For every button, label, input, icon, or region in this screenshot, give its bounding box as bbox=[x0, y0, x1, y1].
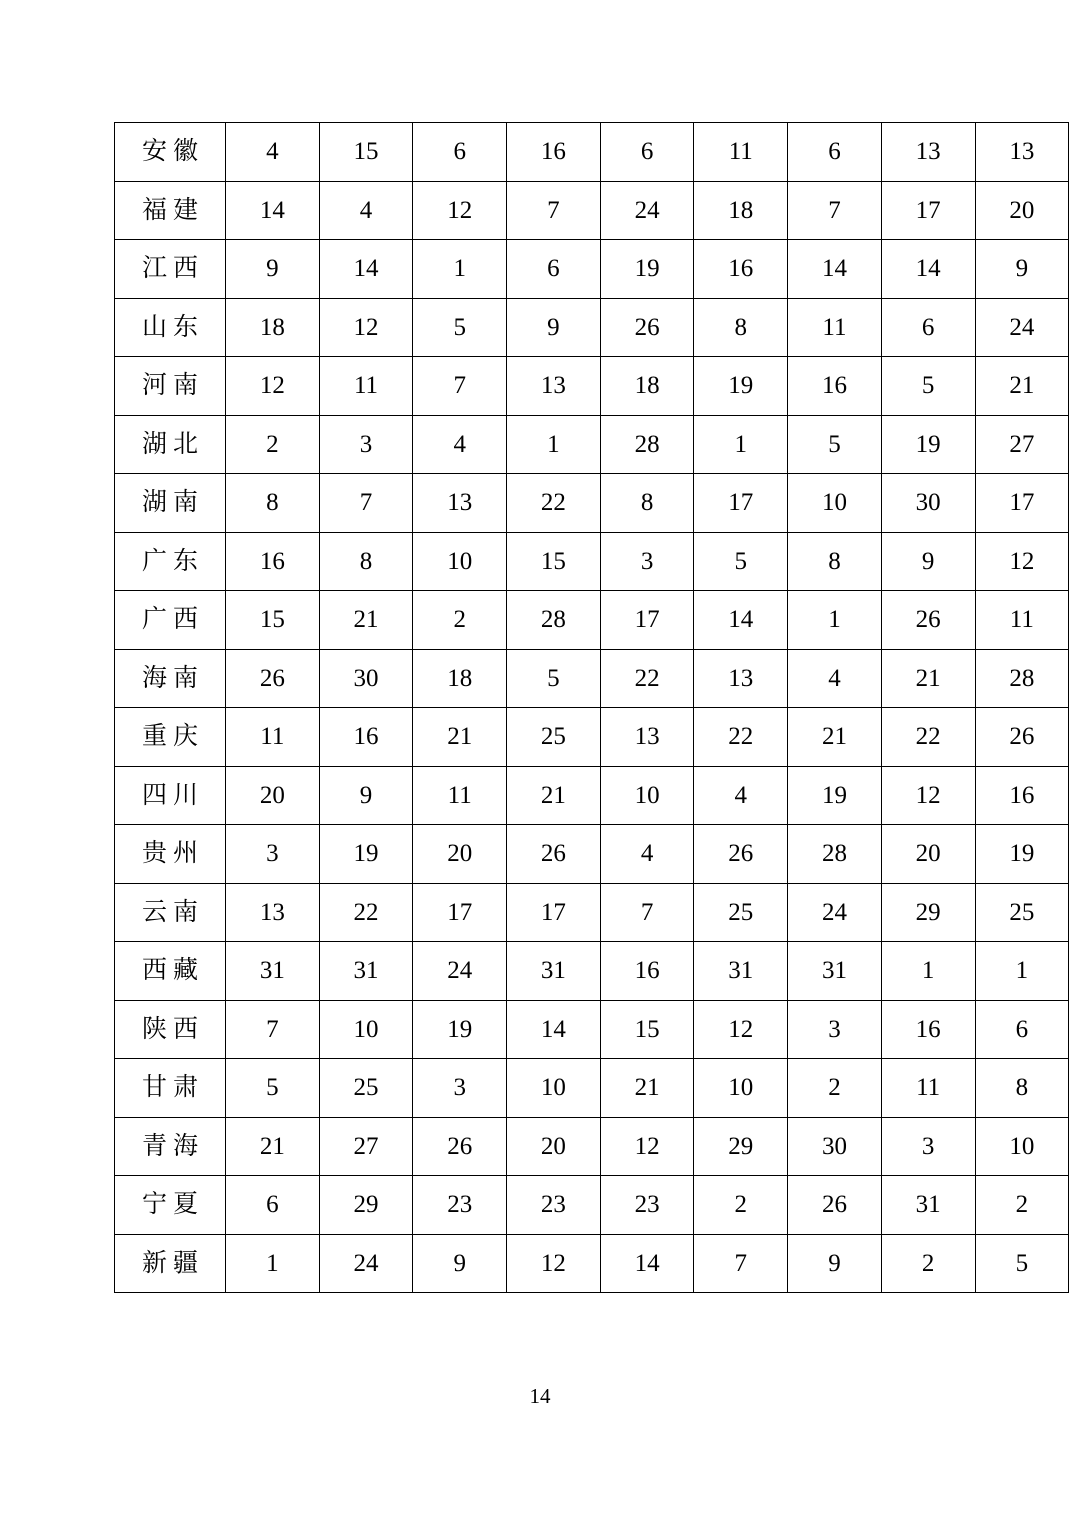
rank-value-cell: 21 bbox=[319, 591, 413, 650]
rank-value-cell: 7 bbox=[694, 1234, 788, 1293]
table-row bbox=[115, 708, 1069, 767]
rank-value-cell: 11 bbox=[881, 1059, 975, 1118]
table-row bbox=[115, 883, 1069, 942]
rank-value-cell: 31 bbox=[226, 942, 320, 1001]
rank-value-cell: 3 bbox=[600, 532, 694, 591]
rank-value-cell: 19 bbox=[600, 240, 694, 299]
rank-value-cell: 20 bbox=[226, 766, 320, 825]
rank-value-cell: 2 bbox=[881, 1234, 975, 1293]
rank-value-cell: 26 bbox=[694, 825, 788, 884]
rank-value-cell: 7 bbox=[507, 181, 601, 240]
rank-value-cell: 14 bbox=[226, 181, 320, 240]
rank-value-cell: 11 bbox=[319, 357, 413, 416]
rank-value-cell: 11 bbox=[226, 708, 320, 767]
page-number: 14 bbox=[529, 1384, 551, 1408]
rank-value-cell: 30 bbox=[788, 1117, 882, 1176]
rank-value-cell: 10 bbox=[413, 532, 507, 591]
rank-value-cell: 31 bbox=[319, 942, 413, 1001]
rank-value-cell: 2 bbox=[975, 1176, 1069, 1235]
region-name-cell: 河南 bbox=[115, 357, 226, 416]
rank-value-cell: 24 bbox=[600, 181, 694, 240]
rank-value-cell: 16 bbox=[975, 766, 1069, 825]
rank-value-cell: 6 bbox=[413, 123, 507, 182]
rank-value-cell: 26 bbox=[788, 1176, 882, 1235]
rank-value-cell: 26 bbox=[507, 825, 601, 884]
rank-value-cell: 23 bbox=[413, 1176, 507, 1235]
rank-value-cell: 1 bbox=[694, 415, 788, 474]
table-row bbox=[115, 649, 1069, 708]
rank-value-cell: 1 bbox=[975, 942, 1069, 1001]
table-row bbox=[115, 1000, 1069, 1059]
rank-value-cell: 20 bbox=[413, 825, 507, 884]
rank-value-cell: 10 bbox=[319, 1000, 413, 1059]
rank-value-cell: 25 bbox=[507, 708, 601, 767]
region-name-cell: 广西 bbox=[115, 591, 226, 650]
table-row bbox=[115, 357, 1069, 416]
rank-value-cell: 2 bbox=[694, 1176, 788, 1235]
table-row bbox=[115, 1059, 1069, 1118]
rank-value-cell: 26 bbox=[881, 591, 975, 650]
rank-value-cell: 6 bbox=[788, 123, 882, 182]
rank-value-cell: 19 bbox=[788, 766, 882, 825]
rank-value-cell: 16 bbox=[694, 240, 788, 299]
rank-value-cell: 4 bbox=[694, 766, 788, 825]
rank-value-cell: 8 bbox=[319, 532, 413, 591]
region-name-cell: 宁夏 bbox=[115, 1176, 226, 1235]
table-row bbox=[115, 532, 1069, 591]
rank-value-cell: 3 bbox=[413, 1059, 507, 1118]
rank-value-cell: 24 bbox=[788, 883, 882, 942]
rank-value-cell: 14 bbox=[788, 240, 882, 299]
rank-value-cell: 3 bbox=[226, 825, 320, 884]
rank-value-cell: 12 bbox=[319, 298, 413, 357]
rank-value-cell: 13 bbox=[881, 123, 975, 182]
region-name-cell: 湖南 bbox=[115, 474, 226, 533]
rank-value-cell: 28 bbox=[600, 415, 694, 474]
rank-value-cell: 14 bbox=[881, 240, 975, 299]
rank-value-cell: 22 bbox=[881, 708, 975, 767]
rank-value-cell: 12 bbox=[413, 181, 507, 240]
region-name-cell: 云南 bbox=[115, 883, 226, 942]
rank-value-cell: 17 bbox=[975, 474, 1069, 533]
rank-value-cell: 19 bbox=[694, 357, 788, 416]
rank-value-cell: 21 bbox=[507, 766, 601, 825]
table-row bbox=[115, 298, 1069, 357]
region-name-cell: 甘肃 bbox=[115, 1059, 226, 1118]
table-row bbox=[115, 240, 1069, 299]
rank-value-cell: 19 bbox=[319, 825, 413, 884]
rank-value-cell: 15 bbox=[507, 532, 601, 591]
region-name-cell: 江西 bbox=[115, 240, 226, 299]
table-row bbox=[115, 1234, 1069, 1293]
region-name-cell: 广东 bbox=[115, 532, 226, 591]
rank-value-cell: 16 bbox=[881, 1000, 975, 1059]
rank-value-cell: 14 bbox=[694, 591, 788, 650]
rank-value-cell: 4 bbox=[319, 181, 413, 240]
rank-value-cell: 20 bbox=[881, 825, 975, 884]
rank-value-cell: 4 bbox=[226, 123, 320, 182]
ranking-table-container bbox=[114, 122, 1035, 1293]
rank-value-cell: 11 bbox=[975, 591, 1069, 650]
table-row bbox=[115, 1117, 1069, 1176]
rank-value-cell: 24 bbox=[413, 942, 507, 1001]
region-name-cell: 安徽 bbox=[115, 123, 226, 182]
rank-value-cell: 5 bbox=[694, 532, 788, 591]
rank-value-cell: 18 bbox=[600, 357, 694, 416]
rank-value-cell: 21 bbox=[226, 1117, 320, 1176]
rank-value-cell: 26 bbox=[600, 298, 694, 357]
rank-value-cell: 16 bbox=[788, 357, 882, 416]
rank-value-cell: 9 bbox=[975, 240, 1069, 299]
rank-value-cell: 22 bbox=[600, 649, 694, 708]
rank-value-cell: 20 bbox=[507, 1117, 601, 1176]
table-body bbox=[115, 123, 1069, 1293]
rank-value-cell: 9 bbox=[413, 1234, 507, 1293]
region-name-cell: 青海 bbox=[115, 1117, 226, 1176]
rank-value-cell: 21 bbox=[413, 708, 507, 767]
rank-value-cell: 11 bbox=[694, 123, 788, 182]
rank-value-cell: 6 bbox=[226, 1176, 320, 1235]
rank-value-cell: 3 bbox=[319, 415, 413, 474]
rank-value-cell: 2 bbox=[413, 591, 507, 650]
rank-value-cell: 3 bbox=[881, 1117, 975, 1176]
rank-value-cell: 31 bbox=[507, 942, 601, 1001]
rank-value-cell: 5 bbox=[975, 1234, 1069, 1293]
rank-value-cell: 10 bbox=[600, 766, 694, 825]
rank-value-cell: 10 bbox=[694, 1059, 788, 1118]
table-row bbox=[115, 415, 1069, 474]
rank-value-cell: 19 bbox=[975, 825, 1069, 884]
rank-value-cell: 16 bbox=[226, 532, 320, 591]
rank-value-cell: 3 bbox=[788, 1000, 882, 1059]
rank-value-cell: 20 bbox=[975, 181, 1069, 240]
rank-value-cell: 8 bbox=[226, 474, 320, 533]
table-row bbox=[115, 591, 1069, 650]
region-name-cell: 陕西 bbox=[115, 1000, 226, 1059]
table-row bbox=[115, 825, 1069, 884]
rank-value-cell: 25 bbox=[319, 1059, 413, 1118]
rank-value-cell: 1 bbox=[881, 942, 975, 1001]
rank-value-cell: 12 bbox=[600, 1117, 694, 1176]
rank-value-cell: 28 bbox=[975, 649, 1069, 708]
rank-value-cell: 18 bbox=[694, 181, 788, 240]
rank-value-cell: 9 bbox=[226, 240, 320, 299]
rank-value-cell: 21 bbox=[600, 1059, 694, 1118]
rank-value-cell: 30 bbox=[319, 649, 413, 708]
rank-value-cell: 7 bbox=[226, 1000, 320, 1059]
rank-value-cell: 26 bbox=[413, 1117, 507, 1176]
region-name-cell: 湖北 bbox=[115, 415, 226, 474]
rank-value-cell: 8 bbox=[788, 532, 882, 591]
rank-value-cell: 7 bbox=[600, 883, 694, 942]
rank-value-cell: 4 bbox=[788, 649, 882, 708]
rank-value-cell: 17 bbox=[507, 883, 601, 942]
rank-value-cell: 31 bbox=[788, 942, 882, 1001]
rank-value-cell: 22 bbox=[694, 708, 788, 767]
rank-value-cell: 31 bbox=[881, 1176, 975, 1235]
rank-value-cell: 12 bbox=[975, 532, 1069, 591]
rank-value-cell: 25 bbox=[975, 883, 1069, 942]
table-row bbox=[115, 766, 1069, 825]
table-row bbox=[115, 181, 1069, 240]
rank-value-cell: 4 bbox=[413, 415, 507, 474]
rank-value-cell: 14 bbox=[600, 1234, 694, 1293]
rank-value-cell: 29 bbox=[881, 883, 975, 942]
rank-value-cell: 12 bbox=[694, 1000, 788, 1059]
ranking-table bbox=[114, 122, 1069, 1293]
rank-value-cell: 21 bbox=[975, 357, 1069, 416]
region-name-cell: 贵州 bbox=[115, 825, 226, 884]
rank-value-cell: 16 bbox=[507, 123, 601, 182]
rank-value-cell: 26 bbox=[975, 708, 1069, 767]
rank-value-cell: 22 bbox=[507, 474, 601, 533]
rank-value-cell: 2 bbox=[788, 1059, 882, 1118]
rank-value-cell: 28 bbox=[507, 591, 601, 650]
rank-value-cell: 1 bbox=[507, 415, 601, 474]
rank-value-cell: 12 bbox=[226, 357, 320, 416]
rank-value-cell: 6 bbox=[507, 240, 601, 299]
rank-value-cell: 14 bbox=[319, 240, 413, 299]
table-row bbox=[115, 1176, 1069, 1235]
rank-value-cell: 10 bbox=[788, 474, 882, 533]
rank-value-cell: 21 bbox=[788, 708, 882, 767]
region-name-cell: 新疆 bbox=[115, 1234, 226, 1293]
rank-value-cell: 28 bbox=[788, 825, 882, 884]
rank-value-cell: 19 bbox=[413, 1000, 507, 1059]
rank-value-cell: 6 bbox=[881, 298, 975, 357]
rank-value-cell: 13 bbox=[226, 883, 320, 942]
region-name-cell: 山东 bbox=[115, 298, 226, 357]
rank-value-cell: 17 bbox=[694, 474, 788, 533]
rank-value-cell: 18 bbox=[413, 649, 507, 708]
rank-value-cell: 23 bbox=[507, 1176, 601, 1235]
rank-value-cell: 11 bbox=[788, 298, 882, 357]
rank-value-cell: 5 bbox=[413, 298, 507, 357]
rank-value-cell: 9 bbox=[788, 1234, 882, 1293]
table-row bbox=[115, 942, 1069, 1001]
rank-value-cell: 25 bbox=[694, 883, 788, 942]
rank-value-cell: 21 bbox=[881, 649, 975, 708]
rank-value-cell: 8 bbox=[694, 298, 788, 357]
rank-value-cell: 17 bbox=[600, 591, 694, 650]
table-row bbox=[115, 123, 1069, 182]
rank-value-cell: 5 bbox=[881, 357, 975, 416]
rank-value-cell: 8 bbox=[600, 474, 694, 533]
rank-value-cell: 12 bbox=[507, 1234, 601, 1293]
rank-value-cell: 19 bbox=[881, 415, 975, 474]
rank-value-cell: 14 bbox=[507, 1000, 601, 1059]
rank-value-cell: 27 bbox=[319, 1117, 413, 1176]
region-name-cell: 重庆 bbox=[115, 708, 226, 767]
rank-value-cell: 12 bbox=[881, 766, 975, 825]
rank-value-cell: 8 bbox=[975, 1059, 1069, 1118]
rank-value-cell: 9 bbox=[881, 532, 975, 591]
rank-value-cell: 7 bbox=[413, 357, 507, 416]
table-row bbox=[115, 474, 1069, 533]
rank-value-cell: 17 bbox=[881, 181, 975, 240]
rank-value-cell: 9 bbox=[507, 298, 601, 357]
region-name-cell: 福建 bbox=[115, 181, 226, 240]
rank-value-cell: 27 bbox=[975, 415, 1069, 474]
rank-value-cell: 22 bbox=[319, 883, 413, 942]
rank-value-cell: 1 bbox=[226, 1234, 320, 1293]
region-name-cell: 海南 bbox=[115, 649, 226, 708]
rank-value-cell: 15 bbox=[319, 123, 413, 182]
rank-value-cell: 7 bbox=[319, 474, 413, 533]
rank-value-cell: 4 bbox=[600, 825, 694, 884]
rank-value-cell: 6 bbox=[975, 1000, 1069, 1059]
rank-value-cell: 7 bbox=[788, 181, 882, 240]
rank-value-cell: 13 bbox=[694, 649, 788, 708]
rank-value-cell: 13 bbox=[413, 474, 507, 533]
rank-value-cell: 6 bbox=[600, 123, 694, 182]
rank-value-cell: 24 bbox=[319, 1234, 413, 1293]
rank-value-cell: 13 bbox=[507, 357, 601, 416]
rank-value-cell: 13 bbox=[975, 123, 1069, 182]
rank-value-cell: 26 bbox=[226, 649, 320, 708]
rank-value-cell: 10 bbox=[507, 1059, 601, 1118]
rank-value-cell: 23 bbox=[600, 1176, 694, 1235]
rank-value-cell: 30 bbox=[881, 474, 975, 533]
rank-value-cell: 29 bbox=[319, 1176, 413, 1235]
region-name-cell: 四川 bbox=[115, 766, 226, 825]
rank-value-cell: 16 bbox=[319, 708, 413, 767]
rank-value-cell: 1 bbox=[413, 240, 507, 299]
rank-value-cell: 24 bbox=[975, 298, 1069, 357]
rank-value-cell: 15 bbox=[226, 591, 320, 650]
rank-value-cell: 2 bbox=[226, 415, 320, 474]
rank-value-cell: 10 bbox=[975, 1117, 1069, 1176]
rank-value-cell: 5 bbox=[507, 649, 601, 708]
rank-value-cell: 18 bbox=[226, 298, 320, 357]
rank-value-cell: 5 bbox=[226, 1059, 320, 1118]
rank-value-cell: 1 bbox=[788, 591, 882, 650]
rank-value-cell: 11 bbox=[413, 766, 507, 825]
rank-value-cell: 29 bbox=[694, 1117, 788, 1176]
rank-value-cell: 5 bbox=[788, 415, 882, 474]
rank-value-cell: 31 bbox=[694, 942, 788, 1001]
rank-value-cell: 15 bbox=[600, 1000, 694, 1059]
rank-value-cell: 16 bbox=[600, 942, 694, 1001]
rank-value-cell: 9 bbox=[319, 766, 413, 825]
region-name-cell: 西藏 bbox=[115, 942, 226, 1001]
rank-value-cell: 17 bbox=[413, 883, 507, 942]
rank-value-cell: 13 bbox=[600, 708, 694, 767]
